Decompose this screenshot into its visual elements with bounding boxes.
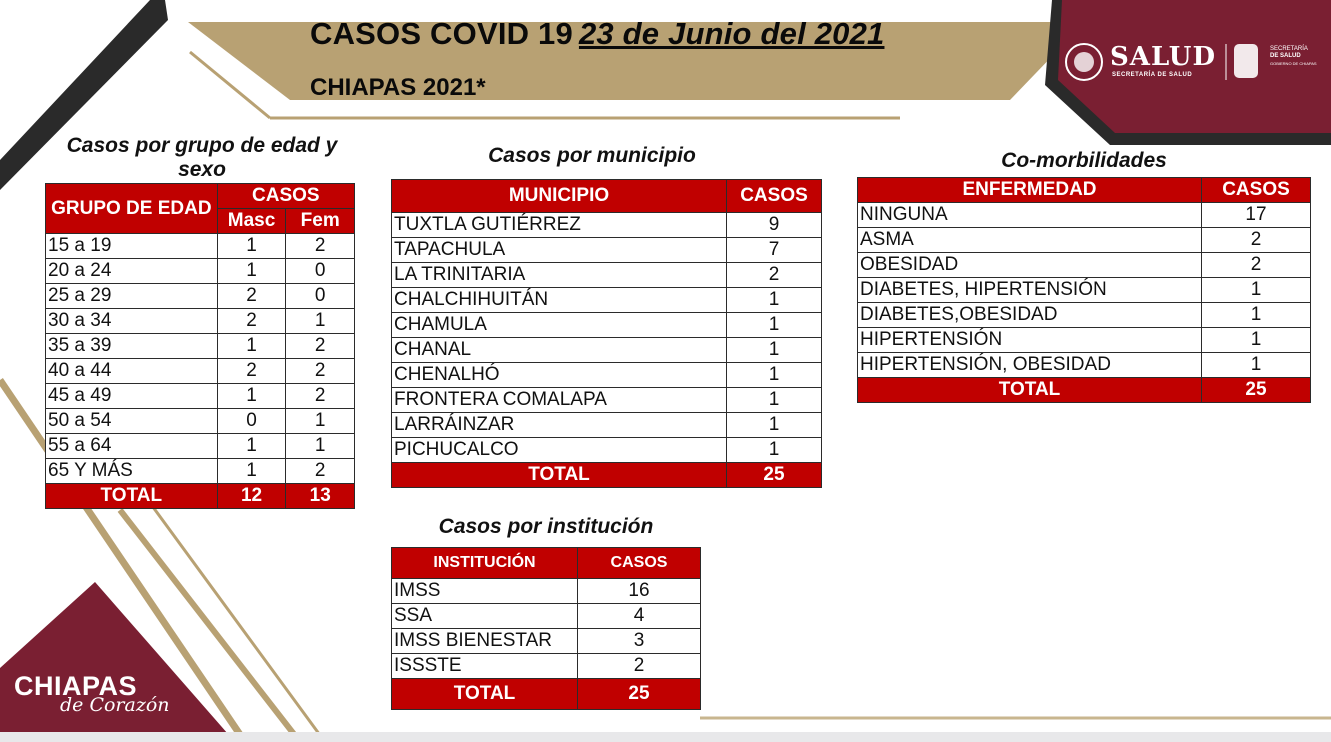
municipio-casos-cell: 9 [727, 213, 822, 238]
comorbilidades-header-row [858, 178, 1311, 203]
bottom-strip [0, 732, 1331, 742]
comorbilidades-col-enfermedad: ENFERMEDAD [858, 178, 1202, 203]
edad-col-grupo: GRUPO DE EDAD [46, 184, 218, 234]
edad-masc-cell: 1 [217, 334, 286, 359]
municipio-casos-cell: 1 [727, 288, 822, 313]
comorbilidades-nombre-cell: ASMA [858, 228, 1202, 253]
municipio-casos-cell: 1 [727, 413, 822, 438]
table-row [46, 459, 355, 484]
comorbilidades-casos-cell: 2 [1202, 253, 1311, 278]
edad-col-fem: Fem [286, 209, 355, 234]
edad-grupo-cell: 25 a 29 [46, 284, 218, 309]
edad-masc-cell: 1 [217, 459, 286, 484]
municipio-nombre-cell: CHANAL [392, 338, 727, 363]
institucion-casos-cell: 2 [578, 654, 701, 679]
institucion-col-casos: CASOS [578, 548, 701, 579]
secretaria-line-1: SECRETARÍA [1270, 46, 1308, 52]
institucion-nombre-cell: ISSSTE [392, 654, 578, 679]
comorbilidades-casos-cell: 1 [1202, 328, 1311, 353]
municipio-total-value: 25 [727, 463, 822, 488]
table-row [392, 363, 822, 388]
secretaria-line-2: DE SALUD [1270, 53, 1301, 59]
chiapas-logo-script: de Corazón [60, 694, 170, 716]
chiapas-logo [14, 672, 184, 716]
institucion-total-label: TOTAL [392, 679, 578, 710]
comorbilidades-casos-cell: 1 [1202, 278, 1311, 303]
edad-grupo-cell: 30 a 34 [46, 309, 218, 334]
table-row [46, 259, 355, 284]
institucion-table-body [392, 579, 701, 679]
comorbilidades-total-value: 25 [1202, 378, 1311, 403]
comorbilidades-nombre-cell: DIABETES,OBESIDAD [858, 303, 1202, 328]
institucion-nombre-cell: SSA [392, 604, 578, 629]
table-row [392, 213, 822, 238]
corner-dark-triangle [0, 0, 140, 150]
table-row [46, 409, 355, 434]
edad-fem-cell: 2 [286, 234, 355, 259]
municipio-casos-cell: 1 [727, 438, 822, 463]
municipio-nombre-cell: CHENALHÓ [392, 363, 727, 388]
title-date: 23 de Junio del 2021 [578, 16, 885, 51]
table-row [46, 334, 355, 359]
edad-total-fem: 13 [286, 484, 355, 509]
edad-fem-cell: 2 [286, 384, 355, 409]
table-row [858, 303, 1311, 328]
municipio-nombre-cell: TUXTLA GUTIÉRREZ [392, 213, 727, 238]
comorbilidades-total-label: TOTAL [858, 378, 1202, 403]
edad-masc-cell: 1 [217, 259, 286, 284]
municipio-total-label: TOTAL [392, 463, 727, 488]
institucion-nombre-cell: IMSS BIENESTAR [392, 629, 578, 654]
title-text: CASOS COVID 19 [310, 16, 573, 51]
edad-section-title: Casos por grupo de edad y sexo [66, 134, 338, 181]
edad-table-body [46, 234, 355, 484]
edad-grupo-cell: 55 a 64 [46, 434, 218, 459]
table-row [46, 309, 355, 334]
edad-total-row [46, 484, 355, 509]
comorbilidades-section-title: Co-morbilidades [1001, 149, 1167, 172]
page-title [310, 16, 884, 52]
edad-masc-cell: 2 [217, 284, 286, 309]
table-row [858, 253, 1311, 278]
edad-col-casos: CASOS [217, 184, 354, 209]
comorbilidades-nombre-cell: NINGUNA [858, 203, 1202, 228]
edad-masc-cell: 1 [217, 434, 286, 459]
institucion-casos-cell: 3 [578, 629, 701, 654]
edad-fem-cell: 2 [286, 334, 355, 359]
municipio-table-body [392, 213, 822, 463]
municipio-col-municipio: MUNICIPIO [392, 180, 727, 213]
edad-masc-cell: 1 [217, 384, 286, 409]
bottom-left-maroon [0, 582, 235, 742]
chiapas-logo-text: CHIAPAS [14, 671, 138, 701]
edad-grupo-cell: 40 a 44 [46, 359, 218, 384]
municipio-casos-cell: 1 [727, 313, 822, 338]
edad-grupo-cell: 65 Y MÁS [46, 459, 218, 484]
edad-col-masc: Masc [217, 209, 286, 234]
secretaria-logo-text [1270, 46, 1317, 67]
table-row [46, 434, 355, 459]
edad-fem-cell: 1 [286, 434, 355, 459]
table-row [858, 328, 1311, 353]
municipio-nombre-cell: CHALCHIHUITÁN [392, 288, 727, 313]
comorbilidades-casos-cell: 2 [1202, 228, 1311, 253]
municipio-casos-cell: 1 [727, 388, 822, 413]
comorbilidades-nombre-cell: DIABETES, HIPERTENSIÓN [858, 278, 1202, 303]
municipio-section-title: Casos por municipio [488, 144, 696, 167]
institucion-section-title: Casos por institución [438, 515, 654, 538]
municipio-nombre-cell: FRONTERA COMALAPA [392, 388, 727, 413]
institucion-table [391, 547, 701, 710]
table-row [46, 234, 355, 259]
municipio-casos-cell: 2 [727, 263, 822, 288]
comorbilidades-casos-cell: 1 [1202, 303, 1311, 328]
edad-fem-cell: 1 [286, 309, 355, 334]
table-row [858, 228, 1311, 253]
edad-header-row [46, 184, 355, 209]
institucion-header-row [392, 548, 701, 579]
municipio-nombre-cell: TAPACHULA [392, 238, 727, 263]
table-row [392, 413, 822, 438]
municipio-total-row [392, 463, 822, 488]
table-row [392, 338, 822, 363]
table-row [392, 438, 822, 463]
edad-grupo-cell: 20 a 24 [46, 259, 218, 284]
municipio-nombre-cell: CHAMULA [392, 313, 727, 338]
table-row [46, 384, 355, 409]
institucion-casos-cell: 16 [578, 579, 701, 604]
edad-grupo-cell: 45 a 49 [46, 384, 218, 409]
comorbilidades-nombre-cell: HIPERTENSIÓN, OBESIDAD [858, 353, 1202, 378]
comorbilidades-nombre-cell: HIPERTENSIÓN [858, 328, 1202, 353]
table-row [46, 284, 355, 309]
edad-masc-cell: 0 [217, 409, 286, 434]
comorbilidades-casos-cell: 17 [1202, 203, 1311, 228]
table-row [392, 263, 822, 288]
municipio-casos-cell: 1 [727, 338, 822, 363]
edad-masc-cell: 1 [217, 234, 286, 259]
edad-fem-cell: 2 [286, 459, 355, 484]
edad-masc-cell: 2 [217, 359, 286, 384]
municipio-col-casos: CASOS [727, 180, 822, 213]
edad-masc-cell: 2 [217, 309, 286, 334]
table-row [392, 654, 701, 679]
comorbilidades-total-row [858, 378, 1311, 403]
institucion-nombre-cell: IMSS [392, 579, 578, 604]
comorbilidades-casos-cell: 1 [1202, 353, 1311, 378]
table-row [392, 288, 822, 313]
salud-logo-text: SALUD [1110, 42, 1217, 72]
comorbilidades-table [857, 177, 1311, 403]
municipio-nombre-cell: PICHUCALCO [392, 438, 727, 463]
institucion-total-value: 25 [578, 679, 701, 710]
salud-logo-subtext: SECRETARÍA DE SALUD [1112, 72, 1193, 78]
edad-total-masc: 12 [217, 484, 286, 509]
edad-fem-cell: 0 [286, 259, 355, 284]
edad-grupo-cell: 35 a 39 [46, 334, 218, 359]
municipio-table [391, 179, 822, 488]
table-row [858, 278, 1311, 303]
municipio-casos-cell: 1 [727, 363, 822, 388]
table-row [392, 579, 701, 604]
table-row [392, 629, 701, 654]
institucion-total-row [392, 679, 701, 710]
edad-total-label: TOTAL [46, 484, 218, 509]
municipio-nombre-cell: LA TRINITARIA [392, 263, 727, 288]
comorbilidades-col-casos: CASOS [1202, 178, 1311, 203]
salud-logo [1062, 40, 1317, 86]
comorbilidades-table-body [858, 203, 1311, 378]
institucion-casos-cell: 4 [578, 604, 701, 629]
municipio-header-row [392, 180, 822, 213]
secretaria-line-3: GOBIERNO DE CHIAPAS [1270, 61, 1317, 66]
page-subtitle: CHIAPAS 2021* [310, 74, 486, 101]
table-row [392, 238, 822, 263]
table-row [392, 313, 822, 338]
table-row [392, 388, 822, 413]
edad-grupo-cell: 50 a 54 [46, 409, 218, 434]
municipio-nombre-cell: LARRÁINZAR [392, 413, 727, 438]
institucion-col-institucion: INSTITUCIÓN [392, 548, 578, 579]
edad-fem-cell: 1 [286, 409, 355, 434]
edad-grupo-cell: 15 a 19 [46, 234, 218, 259]
edad-table [45, 183, 355, 509]
edad-fem-cell: 0 [286, 284, 355, 309]
table-row [392, 604, 701, 629]
edad-fem-cell: 2 [286, 359, 355, 384]
table-row [46, 359, 355, 384]
municipio-casos-cell: 7 [727, 238, 822, 263]
comorbilidades-nombre-cell: OBESIDAD [858, 253, 1202, 278]
table-row [858, 203, 1311, 228]
table-row [858, 353, 1311, 378]
